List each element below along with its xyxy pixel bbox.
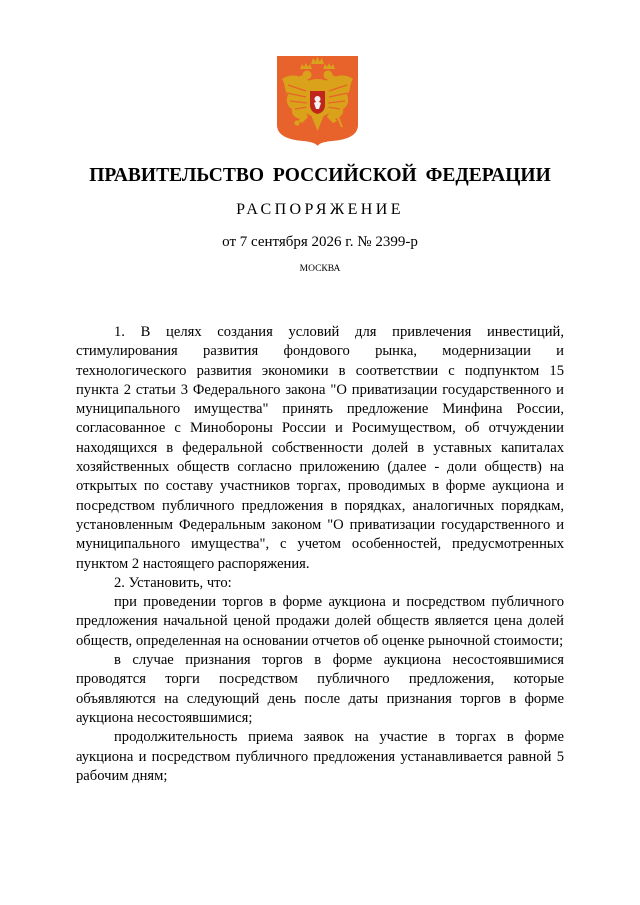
paragraph-2: 2. Установить, что:: [114, 574, 232, 591]
paragraph-4: в случае признания торгов в форме аукциона несостоявшимися проводятся торги посредством публичного предложения, которые объявляются на следующий день после даты признания торгов в форме аукциона несостоявшимися;: [76, 652, 564, 726]
document-body: [76, 323, 564, 786]
document-city: МОСКВА: [299, 264, 341, 274]
government-title: ПРАВИТЕЛЬСТВО РОССИЙСКОЙ ФЕДЕРАЦИИ: [89, 165, 551, 186]
paragraph-1: 1. В целях создания условий для привлечения инвестиций, стимулирования развития фондового рынка, модернизации и технологического развития экономики в соответствии с подпунктом 15 пункта 2 статьи 3 Федерального закона "О приватизации государственного и муниципального имущества" принять предложение Минфина России, согласованное с Минобороны России и Росимуществом, об отчуждении находящихся в федеральной собственности долей в уставных капиталах хозяйственных обществ согласно приложению (далее - доли обществ) на открытых по составу участников торгах, проводимых в форме аукциона и посредством публичного предложения в порядках, аналогичных порядкам, установленным Федеральным законом "О приватизации государственного и муниципального имущества", с учетом особенностей, предусмотренных пунктом 2 настоящего распоряжения.: [76, 324, 564, 572]
coat-of-arms-icon: [276, 55, 359, 147]
paragraph-3: при проведении торгов в форме аукциона и посредством публичного предложения начальной ценой продажи долей обществ является цена долей обществ, определенная на основании отчетов об оценке рыночной стоимости;: [76, 594, 564, 649]
document-kind: РАСПОРЯЖЕНИЕ: [236, 201, 404, 218]
document-date-number: от 7 сентября 2026 г. № 2399-р: [222, 234, 418, 250]
paragraph-5: продолжительность приема заявок на участие в торгах в форме аукциона и посредством публичного предложения устанавливается равной 5 рабочим дням;: [76, 729, 564, 784]
